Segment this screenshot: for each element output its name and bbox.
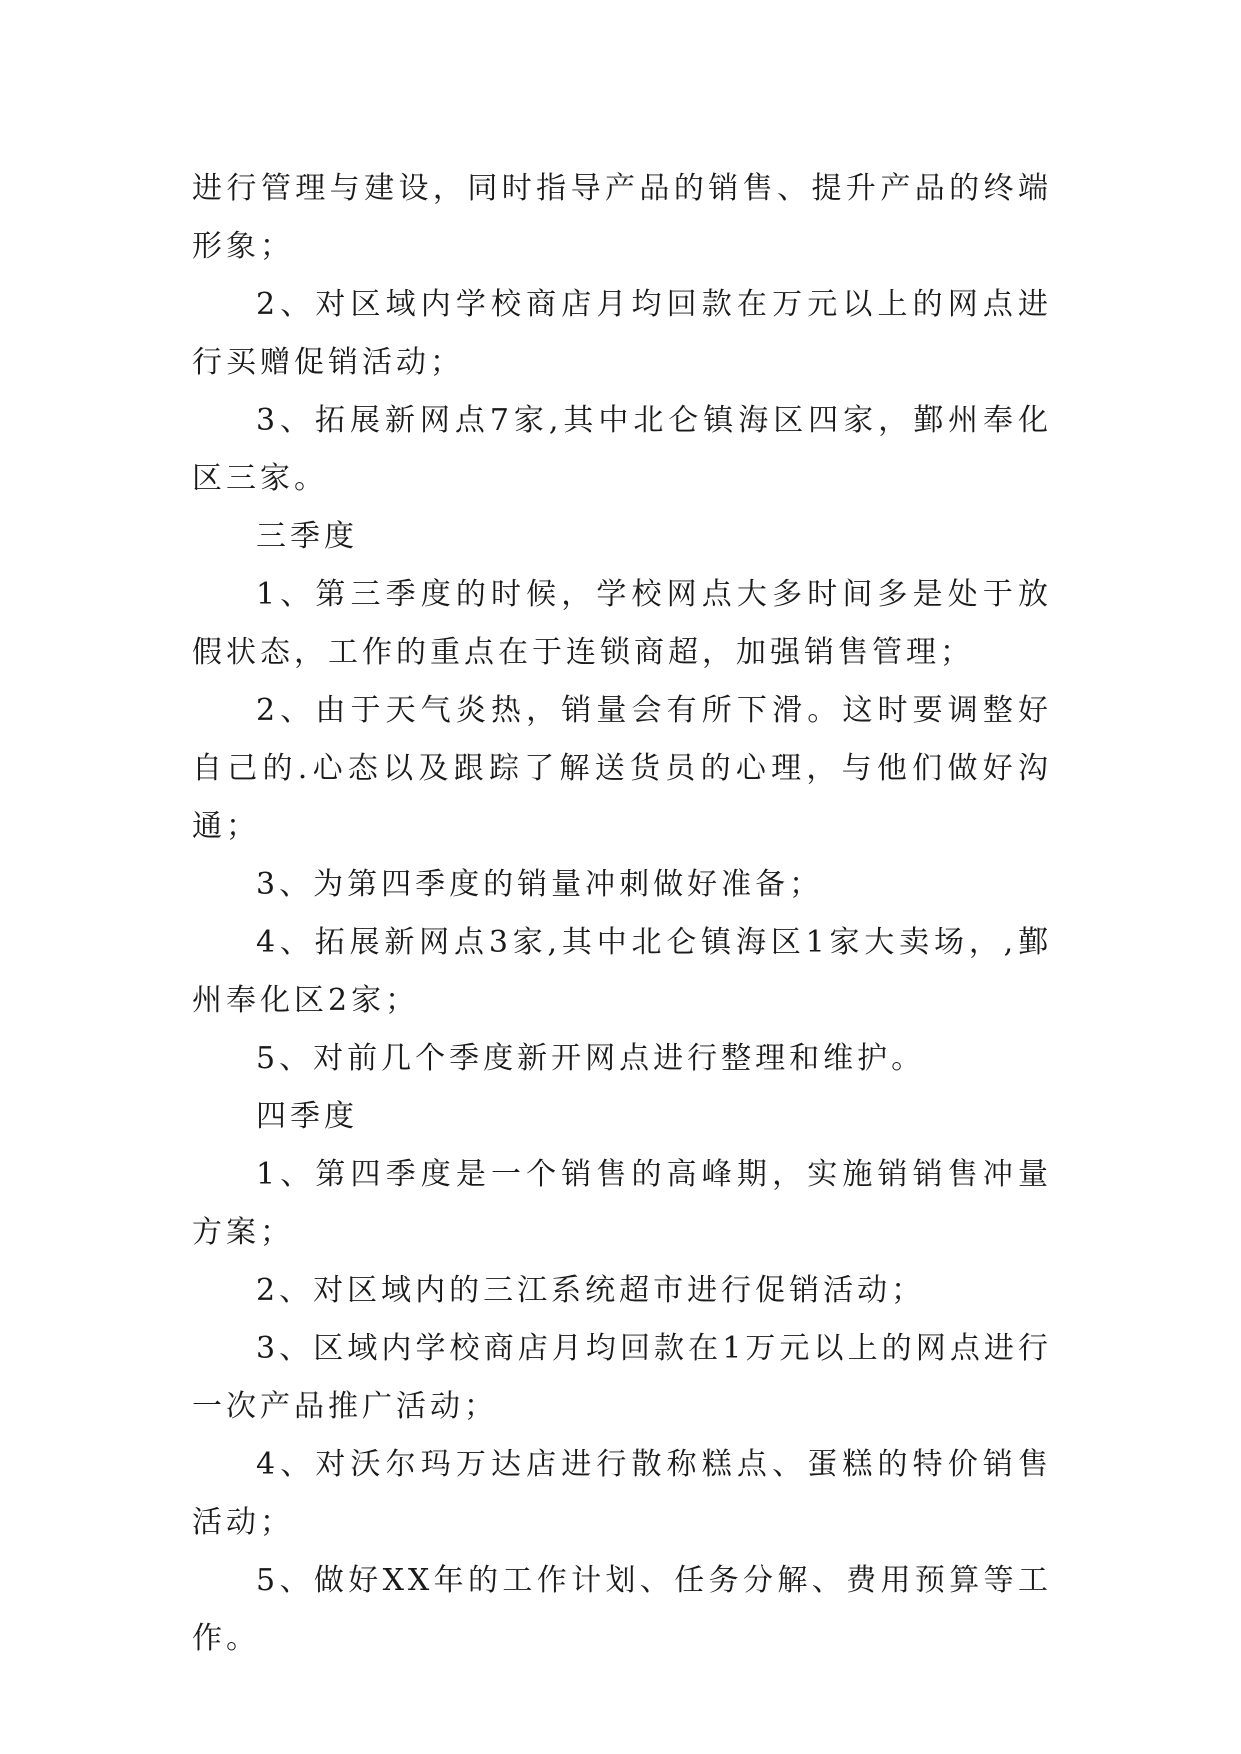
q4-item-1: 1、第四季度是一个销售的高峰期，实施销销售冲量方案； [192,1157,1052,1250]
section-heading-q3: 三季度 [256,519,358,554]
q3-item-3: 3、为第四季度的销量冲刺做好准备； [256,867,824,902]
paragraph-item-2: 2、对区域内学校商店月均回款在万元以上的网点进行买赠促销活动； [192,287,1052,380]
section-heading-q4: 四季度 [256,1099,358,1134]
q4-item-5: 5、做好XX年的工作计划、任务分解、费用预算等工作。 [192,1563,1052,1656]
q3-item-1: 1、第三季度的时候，学校网点大多时间多是处于放假状态，工作的重点在于连锁商超，加强销售管理； [192,577,1052,670]
paragraph-item-3: 3、拓展新网点7家,其中北仑镇海区四家，鄞州奉化区三家。 [192,403,1052,496]
document-page [192,160,1052,1668]
q4-item-3: 3、区域内学校商店月均回款在1万元以上的网点进行一次产品推广活动； [192,1331,1052,1424]
q4-item-4: 4、对沃尔玛万达店进行散称糕点、蛋糕的特价销售活动； [192,1447,1052,1540]
paragraph-continued: 进行管理与建设，同时指导产品的销售、提升产品的终端形象； [192,171,1052,264]
q3-item-5: 5、对前几个季度新开网点进行整理和维护。 [256,1041,926,1076]
q4-item-2: 2、对区域内的三江系统超市进行促销活动； [256,1273,926,1308]
q3-item-4: 4、拓展新网点3家,其中北仑镇海区1家大卖场，,鄞州奉化区2家； [192,925,1052,1018]
q3-item-2: 2、由于天气炎热，销量会有所下滑。这时要调整好自己的.心态以及跟踪了解送货员的心理，与他们做好沟通； [192,693,1052,844]
